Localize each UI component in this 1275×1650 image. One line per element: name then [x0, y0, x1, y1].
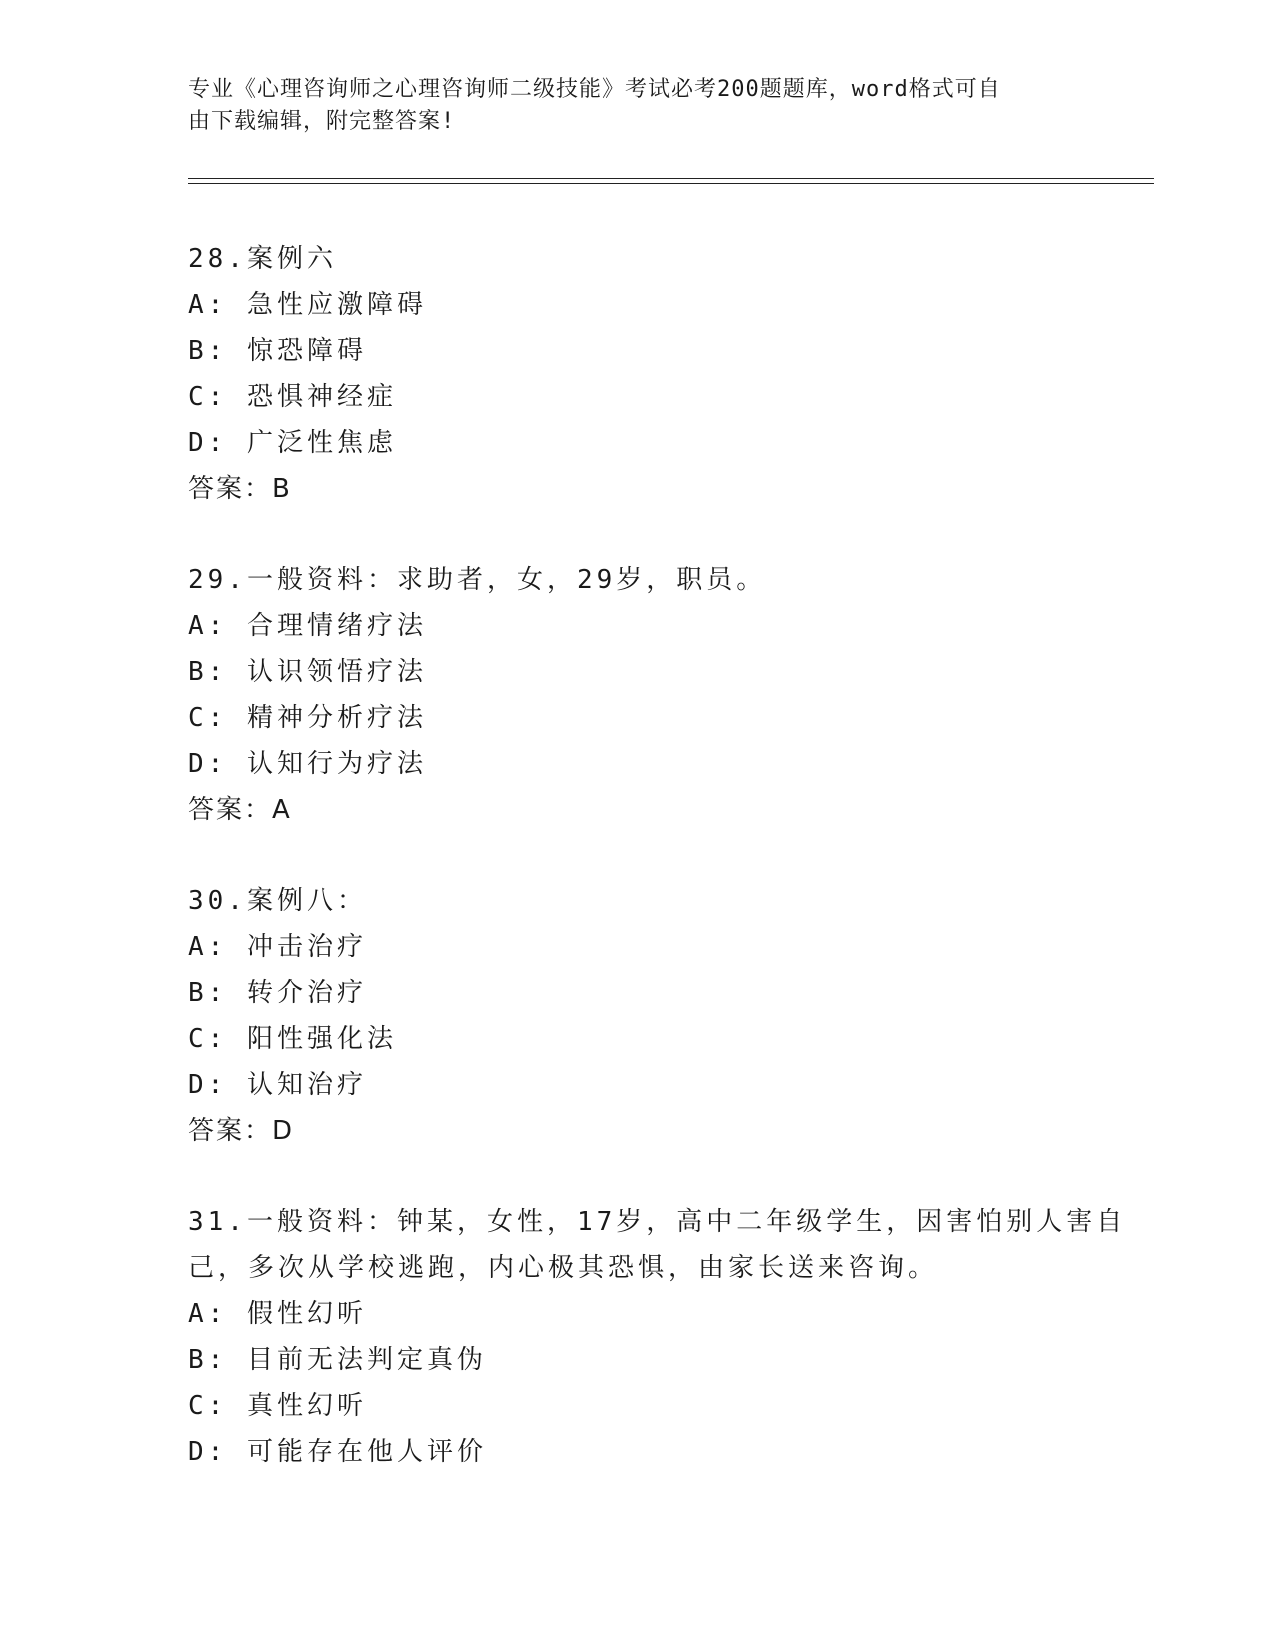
option-d: D: 可能存在他人评价 — [188, 1437, 487, 1467]
question-28 — [188, 236, 1088, 512]
question-stem-line-2: 己，多次从学校逃跑，内心极其恐惧，由家长送来咨询。 — [188, 1253, 939, 1283]
option-b: B: 目前无法判定真伪 — [188, 1345, 487, 1375]
question-30 — [188, 878, 1088, 1154]
option-a: A: 合理情绪疗法 — [188, 611, 427, 641]
answer-label: 答案：B — [188, 474, 292, 504]
header-divider-bottom — [188, 183, 1154, 184]
option-b: B: 认识领悟疗法 — [188, 657, 427, 687]
option-a: A: 假性幻听 — [188, 1299, 367, 1329]
question-list — [188, 236, 1127, 1520]
option-d: D: 认知行为疗法 — [188, 749, 427, 779]
option-a: A: 冲击治疗 — [188, 932, 367, 962]
option-b: B: 转介治疗 — [188, 978, 367, 1008]
question-stem: 29.一般资料：求助者，女，29岁，职员。 — [188, 565, 767, 595]
answer-label: 答案：A — [188, 795, 292, 825]
option-d: D: 广泛性焦虑 — [188, 428, 397, 458]
header-divider-top — [188, 178, 1154, 179]
question-31 — [188, 1199, 1127, 1475]
question-stem: 30.案例八： — [188, 886, 367, 916]
document-header — [188, 74, 1068, 138]
option-c: C: 真性幻听 — [188, 1391, 367, 1421]
option-c: C: 阳性强化法 — [188, 1024, 397, 1054]
header-line-1: 专业《心理咨询师之心理咨询师二级技能》考试必考200题题库，word格式可自 — [188, 77, 1001, 102]
option-b: B: 惊恐障碍 — [188, 336, 367, 366]
header-line-2: 由下载编辑，附完整答案! — [188, 109, 456, 134]
option-c: C: 恐惧神经症 — [188, 382, 397, 412]
option-c: C: 精神分析疗法 — [188, 703, 427, 733]
option-d: D: 认知治疗 — [188, 1070, 367, 1100]
question-29 — [188, 557, 1088, 833]
question-stem: 28.案例六 — [188, 244, 337, 274]
option-a: A: 急性应激障碍 — [188, 290, 427, 320]
question-stem-line-1: 31.一般资料：钟某，女性，17岁，高中二年级学生，因害怕别人害自 — [188, 1207, 1127, 1237]
answer-label: 答案：D — [188, 1116, 295, 1146]
